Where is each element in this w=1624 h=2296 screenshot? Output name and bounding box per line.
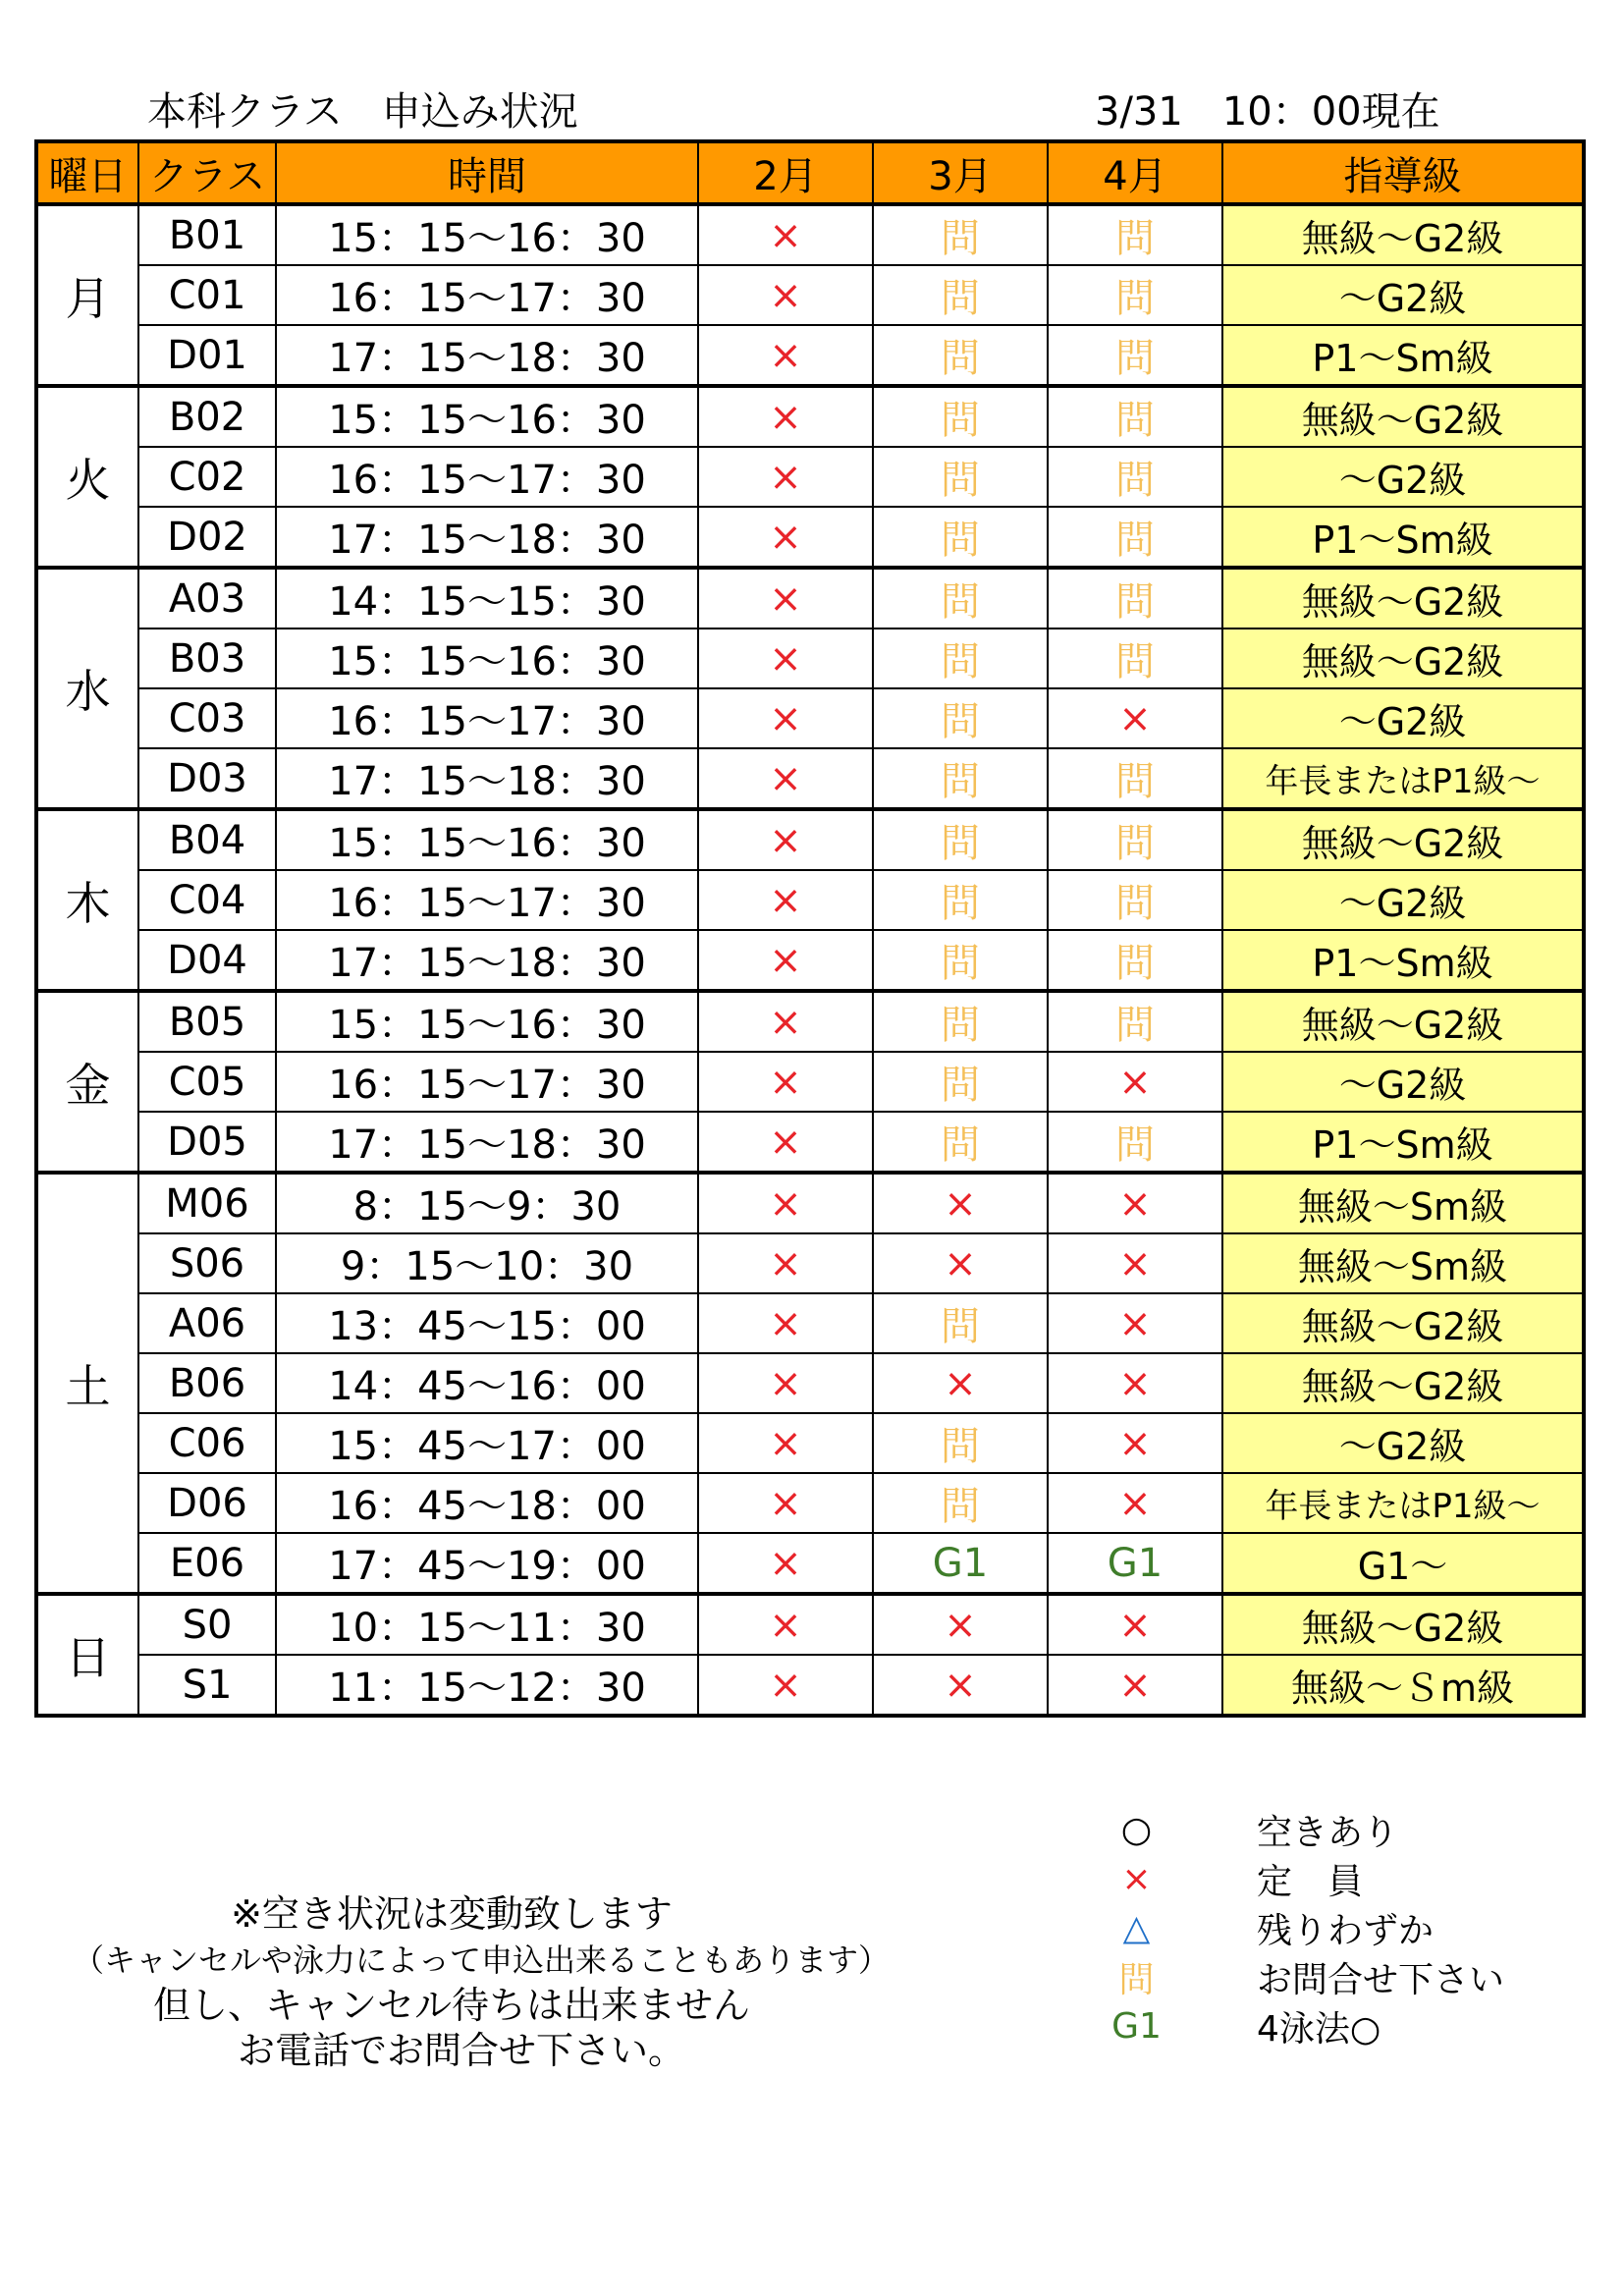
status-feb: × <box>698 386 873 447</box>
class-cell: S0 <box>138 1594 276 1655</box>
table-row <box>36 1052 1584 1112</box>
status-feb: × <box>698 1293 873 1353</box>
status-mar: × <box>873 1655 1048 1716</box>
status-mar: 問 <box>873 1112 1048 1173</box>
level-cell: 〜G2級 <box>1222 870 1584 930</box>
schedule-table <box>34 139 1586 1718</box>
status-feb: × <box>698 568 873 629</box>
time-cell: 17：15〜18：30 <box>276 507 698 568</box>
table-row <box>36 1353 1584 1413</box>
class-cell: B05 <box>138 991 276 1052</box>
legend-symbol: G1 <box>1111 2005 1162 2047</box>
status-mar: 問 <box>873 447 1048 507</box>
level-cell: 無級〜G2級 <box>1222 809 1584 870</box>
status-feb: × <box>698 870 873 930</box>
status-apr: G1 <box>1048 1533 1222 1594</box>
day-cell: 金 <box>36 991 138 1173</box>
status-apr: 問 <box>1048 265 1222 325</box>
level-cell: 無級〜G2級 <box>1222 629 1584 688</box>
status-apr: 問 <box>1048 507 1222 568</box>
status-apr: × <box>1048 1353 1222 1413</box>
status-apr: 問 <box>1048 629 1222 688</box>
table-row <box>36 1293 1584 1353</box>
day-cell: 水 <box>36 568 138 809</box>
class-cell: C01 <box>138 265 276 325</box>
table-row <box>36 1112 1584 1173</box>
legend-item <box>1110 1805 1504 1854</box>
time-cell: 13：45〜15：00 <box>276 1293 698 1353</box>
class-cell: B04 <box>138 809 276 870</box>
status-feb: × <box>698 1173 873 1233</box>
level-cell: 無級〜Sm級 <box>1222 1173 1584 1233</box>
class-cell: B03 <box>138 629 276 688</box>
status-feb: × <box>698 1655 873 1716</box>
note-line: （キャンセルや泳力によって申込出来ることもあります） <box>72 1941 890 1979</box>
level-cell: P1〜Sm級 <box>1222 325 1584 386</box>
class-cell: D04 <box>138 930 276 991</box>
status-apr: 問 <box>1048 991 1222 1052</box>
table-row <box>36 265 1584 325</box>
table-row <box>36 1233 1584 1293</box>
level-cell: 年長またはP1級〜 <box>1222 748 1584 809</box>
class-cell: D03 <box>138 748 276 809</box>
status-apr: × <box>1048 1473 1222 1533</box>
status-mar: 問 <box>873 1413 1048 1473</box>
time-cell: 17：45〜19：00 <box>276 1533 698 1594</box>
table-row <box>36 1594 1584 1655</box>
class-cell: C05 <box>138 1052 276 1112</box>
status-feb: × <box>698 1594 873 1655</box>
status-mar: 問 <box>873 870 1048 930</box>
status-mar: 問 <box>873 688 1048 748</box>
status-mar: 問 <box>873 507 1048 568</box>
status-apr: × <box>1048 1655 1222 1716</box>
status-mar: 問 <box>873 629 1048 688</box>
status-mar: × <box>873 1594 1048 1655</box>
level-cell: 〜G2級 <box>1222 688 1584 748</box>
legend-item <box>1110 2001 1504 2050</box>
status-apr: × <box>1048 1293 1222 1353</box>
header-day: 曜日 <box>36 141 138 204</box>
note-line: お電話でお問合せ下さい。 <box>237 2029 685 2072</box>
level-cell: 〜G2級 <box>1222 1052 1584 1112</box>
status-apr: × <box>1048 1413 1222 1473</box>
status-mar: 問 <box>873 809 1048 870</box>
legend-item <box>1110 1903 1504 1952</box>
table-row <box>36 1473 1584 1533</box>
status-feb: × <box>698 1112 873 1173</box>
table-row <box>36 748 1584 809</box>
class-cell: C04 <box>138 870 276 930</box>
level-cell: 年長またはP1級〜 <box>1222 1473 1584 1533</box>
status-mar: 問 <box>873 930 1048 991</box>
status-mar: 問 <box>873 1473 1048 1533</box>
status-feb: × <box>698 688 873 748</box>
class-cell: B02 <box>138 386 276 447</box>
table-row <box>36 447 1584 507</box>
legend-label: 定 員 <box>1257 1861 1364 1902</box>
time-cell: 11：15〜12：30 <box>276 1655 698 1716</box>
level-cell: G1〜 <box>1222 1533 1584 1594</box>
level-cell: 無級〜G2級 <box>1222 386 1584 447</box>
status-mar: × <box>873 1353 1048 1413</box>
legend <box>1110 1805 1504 2050</box>
status-mar: 問 <box>873 991 1048 1052</box>
header-mar: 3月 <box>873 141 1048 204</box>
status-mar: 問 <box>873 204 1048 265</box>
status-feb: × <box>698 204 873 265</box>
table-row <box>36 991 1584 1052</box>
status-feb: × <box>698 1413 873 1473</box>
status-apr: 問 <box>1048 568 1222 629</box>
status-apr: 問 <box>1048 870 1222 930</box>
status-mar: × <box>873 1173 1048 1233</box>
day-cell: 日 <box>36 1594 138 1716</box>
level-cell: 無級〜Ｓm級 <box>1222 1655 1584 1716</box>
class-cell: D06 <box>138 1473 276 1533</box>
status-mar: 問 <box>873 325 1048 386</box>
page-title: 本科クラス 申込み状況 <box>147 89 578 135</box>
time-cell: 15：45〜17：00 <box>276 1413 698 1473</box>
time-cell: 8：15〜9：30 <box>276 1173 698 1233</box>
day-cell: 月 <box>36 204 138 386</box>
status-apr: 問 <box>1048 809 1222 870</box>
time-cell: 16：15〜17：30 <box>276 447 698 507</box>
status-mar: 問 <box>873 265 1048 325</box>
level-cell: 〜G2級 <box>1222 265 1584 325</box>
time-cell: 16：15〜17：30 <box>276 688 698 748</box>
status-feb: × <box>698 1533 873 1594</box>
table-row <box>36 568 1584 629</box>
legend-label: 4泳法○ <box>1257 2008 1381 2050</box>
class-cell: B01 <box>138 204 276 265</box>
header-row <box>36 141 1584 204</box>
table-row <box>36 1655 1584 1716</box>
time-cell: 17：15〜18：30 <box>276 748 698 809</box>
legend-symbol: ○ <box>1120 1809 1153 1850</box>
legend-symbol: △ <box>1122 1907 1151 1948</box>
table-row <box>36 1533 1584 1594</box>
notes <box>39 1890 923 2073</box>
status-mar: 問 <box>873 1293 1048 1353</box>
status-mar: G1 <box>873 1533 1048 1594</box>
table-row <box>36 688 1584 748</box>
header-feb: 2月 <box>698 141 873 204</box>
level-cell: 無級〜G2級 <box>1222 1594 1584 1655</box>
status-apr: 問 <box>1048 325 1222 386</box>
time-cell: 14：45〜16：00 <box>276 1353 698 1413</box>
day-cell: 火 <box>36 386 138 568</box>
time-cell: 10：15〜11：30 <box>276 1594 698 1655</box>
table-row <box>36 386 1584 447</box>
status-feb: × <box>698 1473 873 1533</box>
time-cell: 14：15〜15：30 <box>276 568 698 629</box>
class-cell: A06 <box>138 1293 276 1353</box>
class-cell: S06 <box>138 1233 276 1293</box>
class-cell: C06 <box>138 1413 276 1473</box>
status-feb: × <box>698 991 873 1052</box>
table-row <box>36 1413 1584 1473</box>
header-apr: 4月 <box>1048 141 1222 204</box>
table-row <box>36 870 1584 930</box>
class-cell: D02 <box>138 507 276 568</box>
status-apr: 問 <box>1048 748 1222 809</box>
table-row <box>36 1173 1584 1233</box>
header-class: クラス <box>138 141 276 204</box>
as-of-timestamp: 3/31 10：00現在 <box>1095 89 1440 135</box>
day-cell: 土 <box>36 1173 138 1594</box>
time-cell: 17：15〜18：30 <box>276 930 698 991</box>
time-cell: 15：15〜16：30 <box>276 809 698 870</box>
status-mar: 問 <box>873 386 1048 447</box>
table-row <box>36 325 1584 386</box>
status-apr: 問 <box>1048 1112 1222 1173</box>
level-cell: 無級〜G2級 <box>1222 568 1584 629</box>
level-cell: P1〜Sm級 <box>1222 507 1584 568</box>
legend-label: 残りわずか <box>1257 1910 1435 1951</box>
legend-label: お問合せ下さい <box>1257 1959 1505 2000</box>
time-cell: 16：15〜17：30 <box>276 265 698 325</box>
status-feb: × <box>698 1353 873 1413</box>
class-cell: C02 <box>138 447 276 507</box>
time-cell: 15：15〜16：30 <box>276 629 698 688</box>
time-cell: 15：15〜16：30 <box>276 204 698 265</box>
status-mar: 問 <box>873 568 1048 629</box>
time-cell: 16：45〜18：00 <box>276 1473 698 1533</box>
legend-symbol: 問 <box>1118 1959 1155 2000</box>
status-apr: × <box>1048 1052 1222 1112</box>
status-feb: × <box>698 507 873 568</box>
level-cell: 〜G2級 <box>1222 1413 1584 1473</box>
status-feb: × <box>698 629 873 688</box>
schedule-body <box>36 204 1584 1716</box>
legend-label: 空きあり <box>1257 1812 1399 1853</box>
class-cell: M06 <box>138 1173 276 1233</box>
status-apr: × <box>1048 1173 1222 1233</box>
table-row <box>36 629 1584 688</box>
status-feb: × <box>698 1233 873 1293</box>
time-cell: 15：15〜16：30 <box>276 386 698 447</box>
level-cell: 無級〜G2級 <box>1222 991 1584 1052</box>
status-feb: × <box>698 265 873 325</box>
header-time: 時間 <box>276 141 698 204</box>
class-cell: D05 <box>138 1112 276 1173</box>
status-apr: 問 <box>1048 204 1222 265</box>
note-line: 但し、キャンセル待ちは出来ません <box>152 1984 750 2027</box>
header-level: 指導級 <box>1222 141 1584 204</box>
class-cell: C03 <box>138 688 276 748</box>
class-cell: S1 <box>138 1655 276 1716</box>
legend-item <box>1110 1952 1504 2001</box>
status-apr: × <box>1048 1233 1222 1293</box>
status-apr: 問 <box>1048 930 1222 991</box>
status-feb: × <box>698 447 873 507</box>
status-apr: × <box>1048 1594 1222 1655</box>
level-cell: 無級〜G2級 <box>1222 1293 1584 1353</box>
table-row <box>36 204 1584 265</box>
level-cell: P1〜Sm級 <box>1222 1112 1584 1173</box>
status-feb: × <box>698 748 873 809</box>
time-cell: 9：15〜10：30 <box>276 1233 698 1293</box>
status-apr: × <box>1048 688 1222 748</box>
status-mar: 問 <box>873 1052 1048 1112</box>
level-cell: 無級〜Sm級 <box>1222 1233 1584 1293</box>
level-cell: 無級〜G2級 <box>1222 1353 1584 1413</box>
time-cell: 17：15〜18：30 <box>276 1112 698 1173</box>
time-cell: 15：15〜16：30 <box>276 991 698 1052</box>
status-mar: 問 <box>873 748 1048 809</box>
level-cell: 無級〜G2級 <box>1222 204 1584 265</box>
level-cell: 〜G2級 <box>1222 447 1584 507</box>
status-mar: × <box>873 1233 1048 1293</box>
time-cell: 16：15〜17：30 <box>276 1052 698 1112</box>
status-feb: × <box>698 809 873 870</box>
status-feb: × <box>698 930 873 991</box>
note-line: ※空き状況は変動致します <box>231 1892 673 1936</box>
status-apr: 問 <box>1048 386 1222 447</box>
table-row <box>36 507 1584 568</box>
table-row <box>36 809 1584 870</box>
table-row <box>36 930 1584 991</box>
status-apr: 問 <box>1048 447 1222 507</box>
legend-symbol: × <box>1121 1858 1152 1899</box>
status-feb: × <box>698 1052 873 1112</box>
legend-item <box>1110 1854 1504 1903</box>
time-cell: 16：15〜17：30 <box>276 870 698 930</box>
class-cell: E06 <box>138 1533 276 1594</box>
class-cell: B06 <box>138 1353 276 1413</box>
day-cell: 木 <box>36 809 138 991</box>
class-cell: D01 <box>138 325 276 386</box>
class-cell: A03 <box>138 568 276 629</box>
time-cell: 17：15〜18：30 <box>276 325 698 386</box>
status-feb: × <box>698 325 873 386</box>
level-cell: P1〜Sm級 <box>1222 930 1584 991</box>
